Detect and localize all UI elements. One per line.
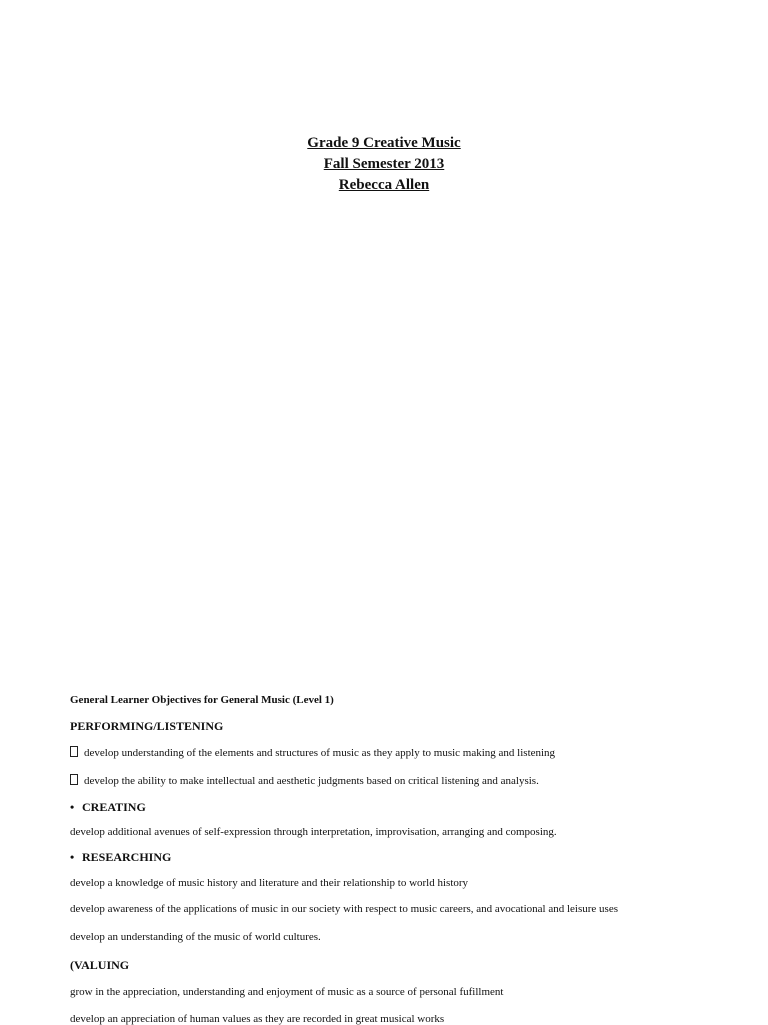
creating-heading-row <box>70 800 146 815</box>
performing-item-1: develop understanding of the elements and structures of music as they apply to music making and listening <box>70 746 555 759</box>
researching-heading: RESEARCHING <box>82 850 172 864</box>
objectives-heading: General Learner Objectives for General Music (Level 1) <box>70 694 334 706</box>
checkbox-glyph-icon <box>70 774 78 785</box>
valuing-heading: (VALUING <box>70 958 130 972</box>
performing-item-2: develop the ability to make intellectual and aesthetic judgments based on critical listening and analysis. <box>70 774 539 787</box>
researching-item-1: develop a knowledge of music history and literature and their relationship to world history <box>70 877 469 889</box>
researching-item-3: develop an understanding of the music of world cultures. <box>70 931 321 943</box>
checkbox-glyph-icon <box>70 746 78 757</box>
title-course: Grade 9 Creative Music <box>307 135 461 151</box>
performing-heading: PERFORMING/LISTENING <box>70 719 224 733</box>
researching-item-2: develop awareness of the applications of music in our society with respect to music careers, and avocational and leisure uses <box>70 903 618 915</box>
researching-heading-row <box>70 850 171 865</box>
bullet-icon: • <box>70 800 75 814</box>
valuing-item-1: grow in the appreciation, understanding and enjoyment of music as a source of personal fufillment <box>70 986 504 998</box>
bullet-icon: • <box>70 850 75 864</box>
creating-item-1: develop additional avenues of self-expression through interpretation, improvisation, arranging and composing. <box>70 826 557 838</box>
title-teacher: Rebecca Allen <box>338 177 430 193</box>
creating-heading: CREATING <box>82 800 146 814</box>
title-semester: Fall Semester 2013 <box>323 156 445 172</box>
document-title <box>0 133 768 196</box>
valuing-item-2: develop an appreciation of human values as they are recorded in great musical works <box>70 1013 445 1025</box>
